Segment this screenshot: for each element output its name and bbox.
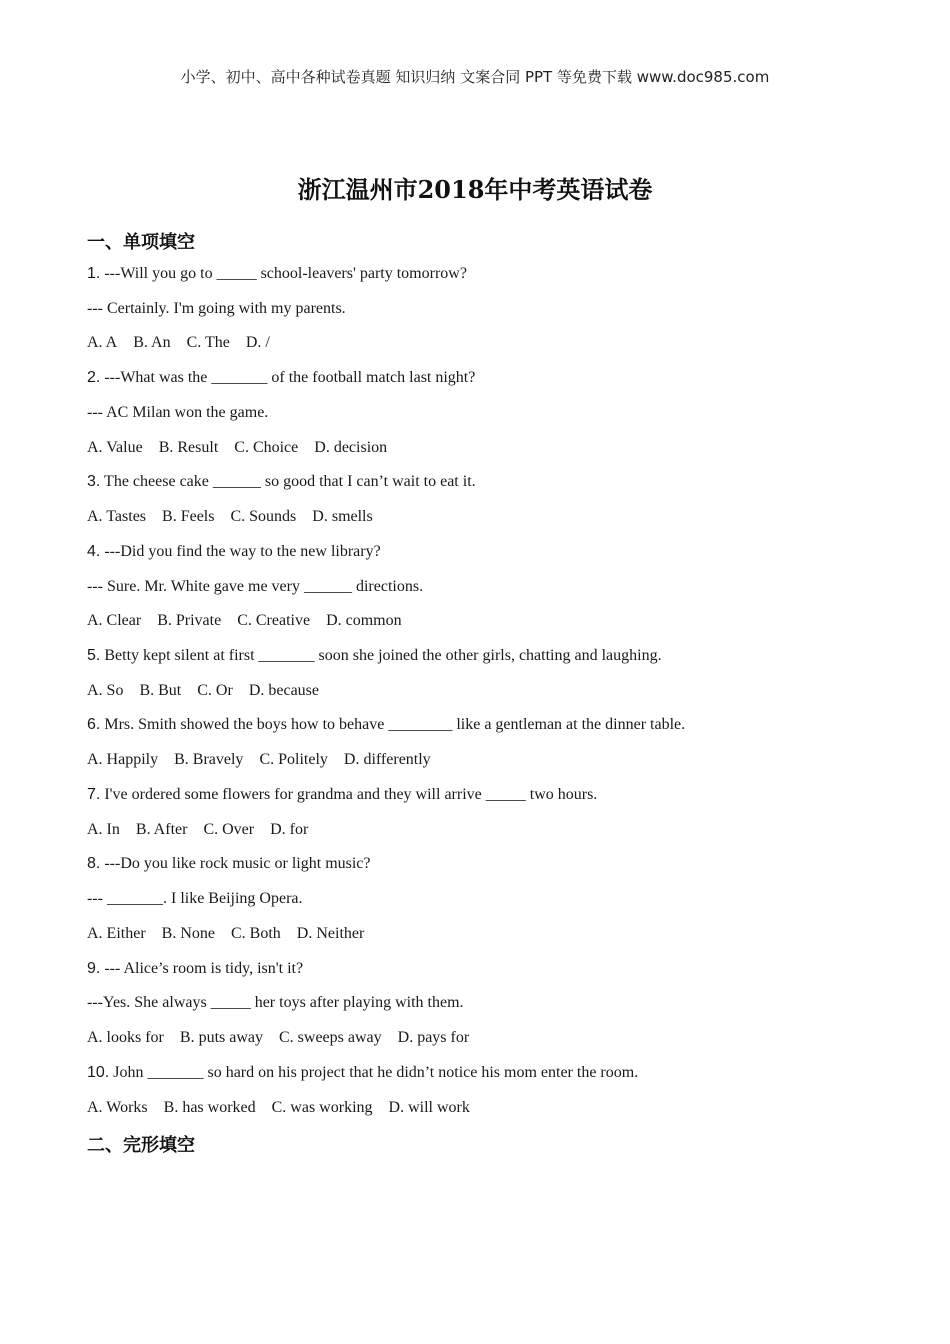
question-3-options xyxy=(87,508,389,526)
option-b: B. After xyxy=(135,821,188,838)
option-c: C. The xyxy=(186,334,230,351)
option-c: C. Sounds xyxy=(230,508,297,525)
question-4-options xyxy=(87,612,418,630)
question-8-stem: 8. ---Do you like rock music or light music? xyxy=(87,855,371,872)
option-b: B. An xyxy=(133,334,171,351)
question-7-options xyxy=(87,821,324,839)
option-d: D. common xyxy=(326,612,402,629)
option-b: B. Private xyxy=(157,612,222,629)
option-a: A. Clear xyxy=(87,612,142,629)
question-1-stem: 1. ---Will you go to _____ school-leavers' party tomorrow? xyxy=(87,265,467,282)
option-d: D. Neither xyxy=(296,925,365,942)
option-d: D. because xyxy=(248,682,319,699)
option-c: C. Creative xyxy=(237,612,311,629)
option-a: A. A xyxy=(87,334,118,351)
option-d: D. smells xyxy=(312,508,373,525)
option-d: D. decision xyxy=(314,439,388,456)
option-a: A. looks for xyxy=(87,1029,164,1046)
question-9-options xyxy=(87,1029,485,1047)
option-b: B. puts away xyxy=(179,1029,263,1046)
page-header: 小学、初中、高中各种试卷真题 知识归纳 文案合同 PPT 等免费下载 www.doc985.com xyxy=(180,68,770,86)
option-a: A. Tastes xyxy=(87,508,147,525)
option-c: C. Or xyxy=(197,682,233,699)
option-c: C. Both xyxy=(230,925,281,942)
question-4-reply: --- Sure. Mr. White gave me very ______ directions. xyxy=(87,578,424,595)
question-5-stem: 5. Betty kept silent at first _______ soon she joined the other girls, chatting and laughing. xyxy=(87,647,662,664)
option-c: C. Over xyxy=(203,821,255,838)
question-8-reply: --- _______. I like Beijing Opera. xyxy=(87,890,303,907)
question-6-options xyxy=(87,751,447,769)
option-d: D. pays for xyxy=(397,1029,470,1046)
option-b: B. But xyxy=(139,682,182,699)
section-heading-cloze: 二、完形填空 xyxy=(87,1135,195,1156)
question-2-stem: 2. ---What was the _______ of the football match last night? xyxy=(87,369,476,386)
question-1-reply: --- Certainly. I'm going with my parents. xyxy=(87,300,346,317)
question-8-options xyxy=(87,925,380,943)
question-3-stem: 3. The cheese cake ______ so good that I can’t wait to eat it. xyxy=(87,473,476,490)
option-d: D. differently xyxy=(343,751,431,768)
option-d: D. / xyxy=(245,334,270,351)
option-b: B. None xyxy=(161,925,215,942)
question-2-options xyxy=(87,439,403,457)
option-c: C. Politely xyxy=(259,751,328,768)
question-6-stem: 6. Mrs. Smith showed the boys how to behave ________ like a gentleman at the dinner table. xyxy=(87,716,686,733)
question-4-stem: 4. ---Did you find the way to the new library? xyxy=(87,543,381,560)
question-5-options xyxy=(87,682,335,700)
option-a: A. In xyxy=(87,821,120,838)
option-b: B. Result xyxy=(158,439,219,456)
option-b: B. Bravely xyxy=(174,751,244,768)
option-b: B. has worked xyxy=(163,1099,256,1116)
question-1-options xyxy=(87,334,286,352)
option-c: C. sweeps away xyxy=(279,1029,382,1046)
option-d: D. will work xyxy=(388,1099,470,1116)
option-a: A. So xyxy=(87,682,124,699)
question-9-stem: 9. --- Alice’s room is tidy, isn't it? xyxy=(87,960,304,977)
option-c: C. was working xyxy=(271,1099,373,1116)
question-9-reply: ---Yes. She always _____ her toys after playing with them. xyxy=(87,994,464,1011)
question-7-stem: 7. I've ordered some flowers for grandma and they will arrive _____ two hours. xyxy=(87,786,598,803)
question-2-reply: --- AC Milan won the game. xyxy=(87,404,269,421)
page-title: 浙江温州市2018年中考英语试卷 xyxy=(297,175,653,204)
question-10-options xyxy=(87,1099,486,1117)
option-d: D. for xyxy=(270,821,309,838)
question-10-stem: 10. John _______ so hard on his project that he didn’t notice his mom enter the room. xyxy=(87,1064,639,1081)
option-a: A. Happily xyxy=(87,751,159,768)
option-a: A. Works xyxy=(87,1099,148,1116)
option-a: A. Value xyxy=(87,439,143,456)
option-b: B. Feels xyxy=(162,508,215,525)
option-c: C. Choice xyxy=(234,439,299,456)
option-a: A. Either xyxy=(87,925,146,942)
section-heading-single-choice: 一、单项填空 xyxy=(87,232,195,253)
